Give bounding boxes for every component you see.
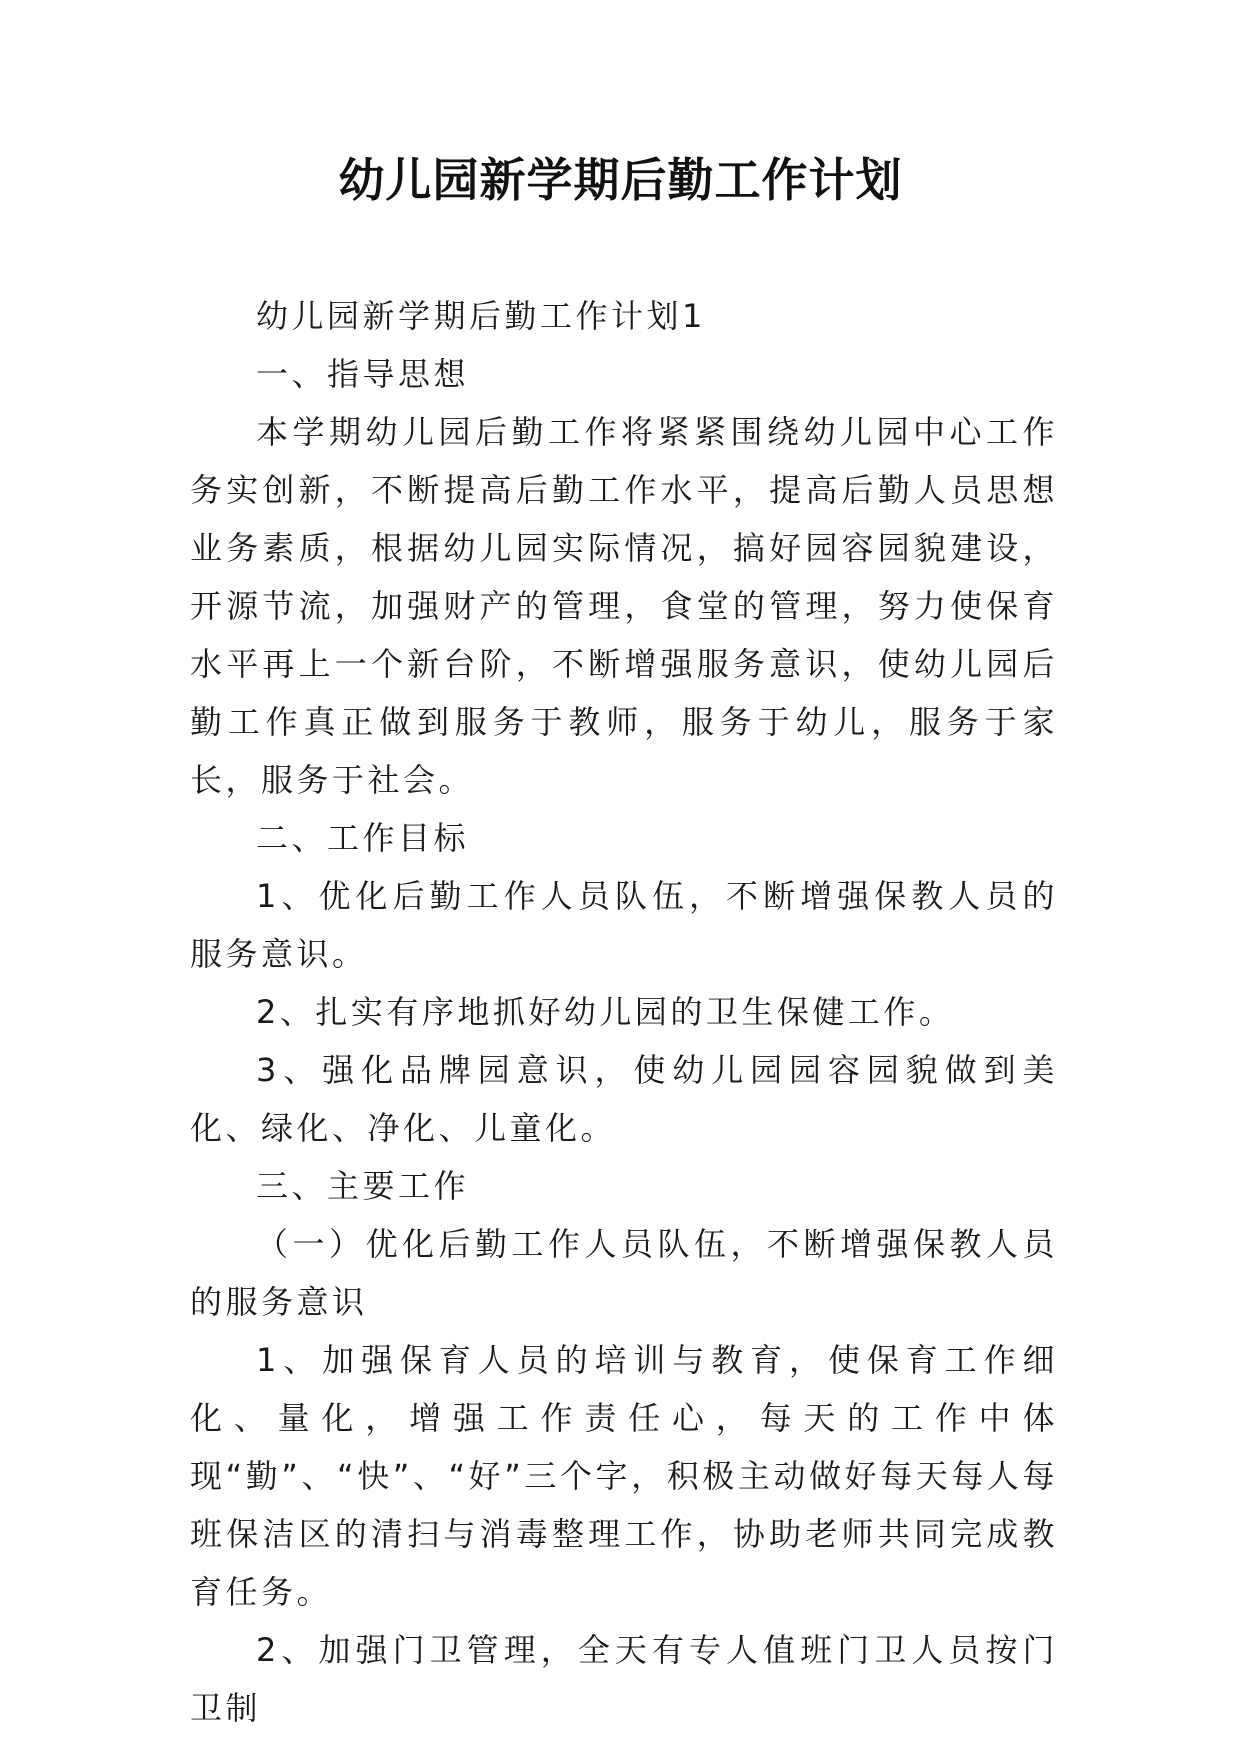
work-item-2: 2、加强门卫管理，全天有专人值班门卫人员按门卫制 bbox=[190, 1631, 1058, 1727]
subheading-optimize-staff: （一）优化后勤工作人员队伍，不断增强保教人员的服务意识 bbox=[190, 1225, 1058, 1321]
work-item-1: 1、加强保育人员的培训与教育，使保育工作细化、量化，增强工作责任心，每天的工作中体现“勤”、“快”、“好”三个字，积极主动做好每天每人每班保洁区的清扫与消毒整理工作，协助老师共同完成教育任务。 bbox=[190, 1341, 1058, 1611]
section-subtitle: 幼儿园新学期后勤工作计划1 bbox=[256, 297, 706, 335]
document-title: 幼儿园新学期后勤工作计划 bbox=[338, 153, 903, 207]
goal-item-2: 2、扎实有序地抓好幼儿园的卫生保健工作。 bbox=[256, 993, 955, 1031]
document-body bbox=[190, 287, 1058, 1737]
heading-work-goals: 二、工作目标 bbox=[256, 819, 470, 857]
heading-main-work: 三、主要工作 bbox=[256, 1167, 470, 1205]
goal-item-1: 1、优化后勤工作人员队伍，不断增强保教人员的服务意识。 bbox=[190, 877, 1058, 973]
heading-guiding-ideology: 一、指导思想 bbox=[256, 355, 470, 393]
paragraph-guiding-ideology: 本学期幼儿园后勤工作将紧紧围绕幼儿园中心工作务实创新，不断提高后勤工作水平，提高后勤人员思想业务素质，根据幼儿园实际情况，搞好园容园貌建设，开源节流，加强财产的管理，食堂的管理，努力使保育水平再上一个新台阶，不断增强服务意识，使幼儿园后勤工作真正做到服务于教师，服务于幼儿，服务于家长，服务于社会。 bbox=[190, 413, 1058, 799]
goal-item-3: 3、强化品牌园意识，使幼儿园园容园貌做到美化、绿化、净化、儿童化。 bbox=[190, 1051, 1058, 1147]
